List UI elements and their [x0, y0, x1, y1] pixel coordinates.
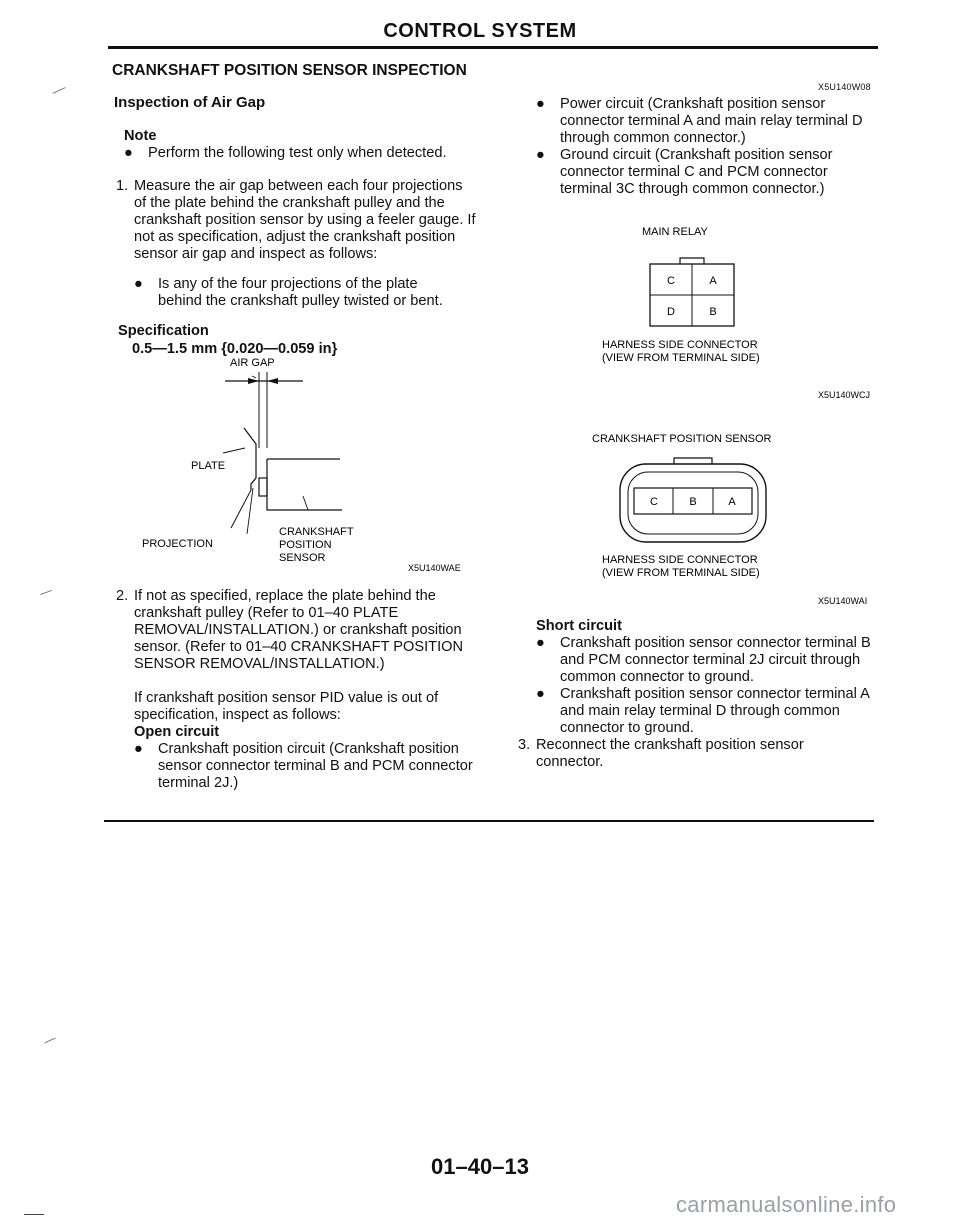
- power-circuit-bullet: [536, 96, 878, 147]
- open-circuit-bullet-text: Crankshaft position circuit (Crankshaft position sensor connector terminal B and PCM connector terminal 2J.): [158, 741, 473, 791]
- step-1-text: Measure the air gap between each four projections of the plate behind the crankshaft pulley and the crankshaft position sensor by using a feeler gauge. If not as specification, adjust the crankshaft position sensor air gap and inspect as follows:: [134, 178, 476, 262]
- sensor-caption-line-1: HARNESS SIDE CONNECTOR: [602, 554, 758, 566]
- power-circuit-text: Power circuit (Crankshaft position sensor connector terminal A and main relay terminal D through common connector.): [560, 96, 863, 146]
- bullet-dot-icon: ●: [536, 147, 545, 163]
- step-2: [116, 588, 478, 673]
- figure-code: X5U140WAI: [818, 596, 868, 606]
- relay-terminal-a: A: [709, 275, 717, 287]
- step-3-text: Reconnect the crankshaft position sensor connector.: [536, 737, 804, 770]
- step-1-number: 1.: [116, 178, 129, 194]
- sensor-label-line-3: SENSOR: [279, 552, 326, 564]
- short-circuit-bullet-2-text: Crankshaft position sensor connector terminal A and main relay terminal D through common connector to ground.: [560, 686, 870, 736]
- bullet-dot-icon: ●: [536, 635, 545, 651]
- sensor-connector-title: CRANKSHAFT POSITION SENSOR: [592, 433, 772, 445]
- relay-terminal-b: B: [709, 306, 717, 318]
- scan-mark: [52, 87, 65, 94]
- projection-label: PROJECTION: [142, 538, 213, 550]
- crankshaft-sensor-connector-diagram: [570, 424, 880, 610]
- main-relay-connector-diagram: [570, 218, 880, 408]
- open-circuit-bullet: [134, 741, 478, 792]
- sensor-terminal-b: B: [689, 496, 697, 508]
- relay-terminal-d: D: [667, 306, 675, 318]
- sensor-terminal-a: A: [728, 496, 736, 508]
- bullet-dot-icon: ●: [134, 276, 143, 292]
- short-circuit-label: Short circuit: [536, 618, 622, 634]
- step-3-number: 3.: [518, 737, 531, 753]
- bullet-dot-icon: ●: [536, 686, 545, 702]
- relay-caption-line-2: (VIEW FROM TERMINAL SIDE): [602, 352, 760, 364]
- page-header-title: CONTROL SYSTEM: [383, 20, 577, 42]
- page-number: 01–40–13: [431, 1154, 529, 1179]
- bullet-dot-icon: ●: [536, 96, 545, 112]
- note-label: Note: [124, 128, 157, 144]
- scan-mark: [44, 1038, 55, 1044]
- short-circuit-bullet-1: [536, 635, 880, 686]
- step-2-number: 2.: [116, 588, 129, 604]
- sensor-label-line-2: POSITION: [279, 539, 332, 551]
- ground-circuit-text: Ground circuit (Crankshaft position sensor connector terminal C and PCM connector terminal 3C through common connector.): [560, 147, 833, 197]
- step-1: [116, 178, 478, 263]
- watermark: carmanualsonline.info: [676, 1192, 897, 1217]
- bullet-dot-icon: ●: [124, 145, 133, 161]
- bottom-rule: [104, 820, 874, 822]
- bullet-dot-icon: ●: [134, 741, 143, 757]
- note-bullet-text: Perform the following test only when detected.: [148, 145, 447, 161]
- ground-circuit-bullet: [536, 147, 878, 198]
- step-1-bullet: [134, 276, 464, 310]
- short-circuit-bullet-1-text: Crankshaft position sensor connector terminal B and PCM connector terminal 2J circuit through common connector to ground.: [560, 635, 871, 685]
- relay-terminal-c: C: [667, 275, 675, 287]
- specification-label: Specification: [118, 323, 209, 339]
- air-gap-diagram: [110, 348, 490, 580]
- relay-caption-line-1: HARNESS SIDE CONNECTOR: [602, 339, 758, 351]
- step-2-continued: If crankshaft position sensor PID value is out of specification, inspect as follows:: [134, 690, 439, 723]
- scan-mark: [40, 590, 52, 595]
- specification-value: 0.5—1.5 mm {0.020—0.059 in}: [132, 341, 338, 357]
- subsection-title: Inspection of Air Gap: [114, 94, 266, 111]
- header-rule: [108, 46, 878, 49]
- scan-mark: [24, 1214, 44, 1215]
- sensor-caption-line-2: (VIEW FROM TERMINAL SIDE): [602, 567, 760, 579]
- section-title: CRANKSHAFT POSITION SENSOR INSPECTION: [112, 62, 467, 79]
- figure-code: X5U140WAE: [408, 563, 461, 573]
- step-1-bullet-text: Is any of the four projections of the plate behind the crankshaft pulley twisted or bent.: [158, 276, 443, 309]
- open-circuit-label: Open circuit: [134, 724, 220, 740]
- sensor-terminal-c: C: [650, 496, 658, 508]
- figure-code: X5U140W08: [818, 82, 871, 92]
- figure-code: X5U140WCJ: [818, 390, 871, 400]
- sensor-label-line-1: CRANKSHAFT: [279, 526, 354, 538]
- air-gap-label: AIR GAP: [230, 357, 275, 369]
- main-relay-title: MAIN RELAY: [642, 226, 708, 238]
- plate-label: PLATE: [191, 460, 226, 472]
- step-2-text: If not as specified, replace the plate behind the crankshaft pulley (Refer to 01–40 PLATE REMOVAL/INSTALLATION.) or crankshaft position sensor. (Refer to 01–40 CRANKSHAFT POSITION SENSOR REMOVAL/INSTALLATION.): [134, 588, 464, 672]
- note-bullet: [124, 145, 484, 162]
- step-3: [518, 737, 858, 771]
- short-circuit-bullet-2: [536, 686, 880, 737]
